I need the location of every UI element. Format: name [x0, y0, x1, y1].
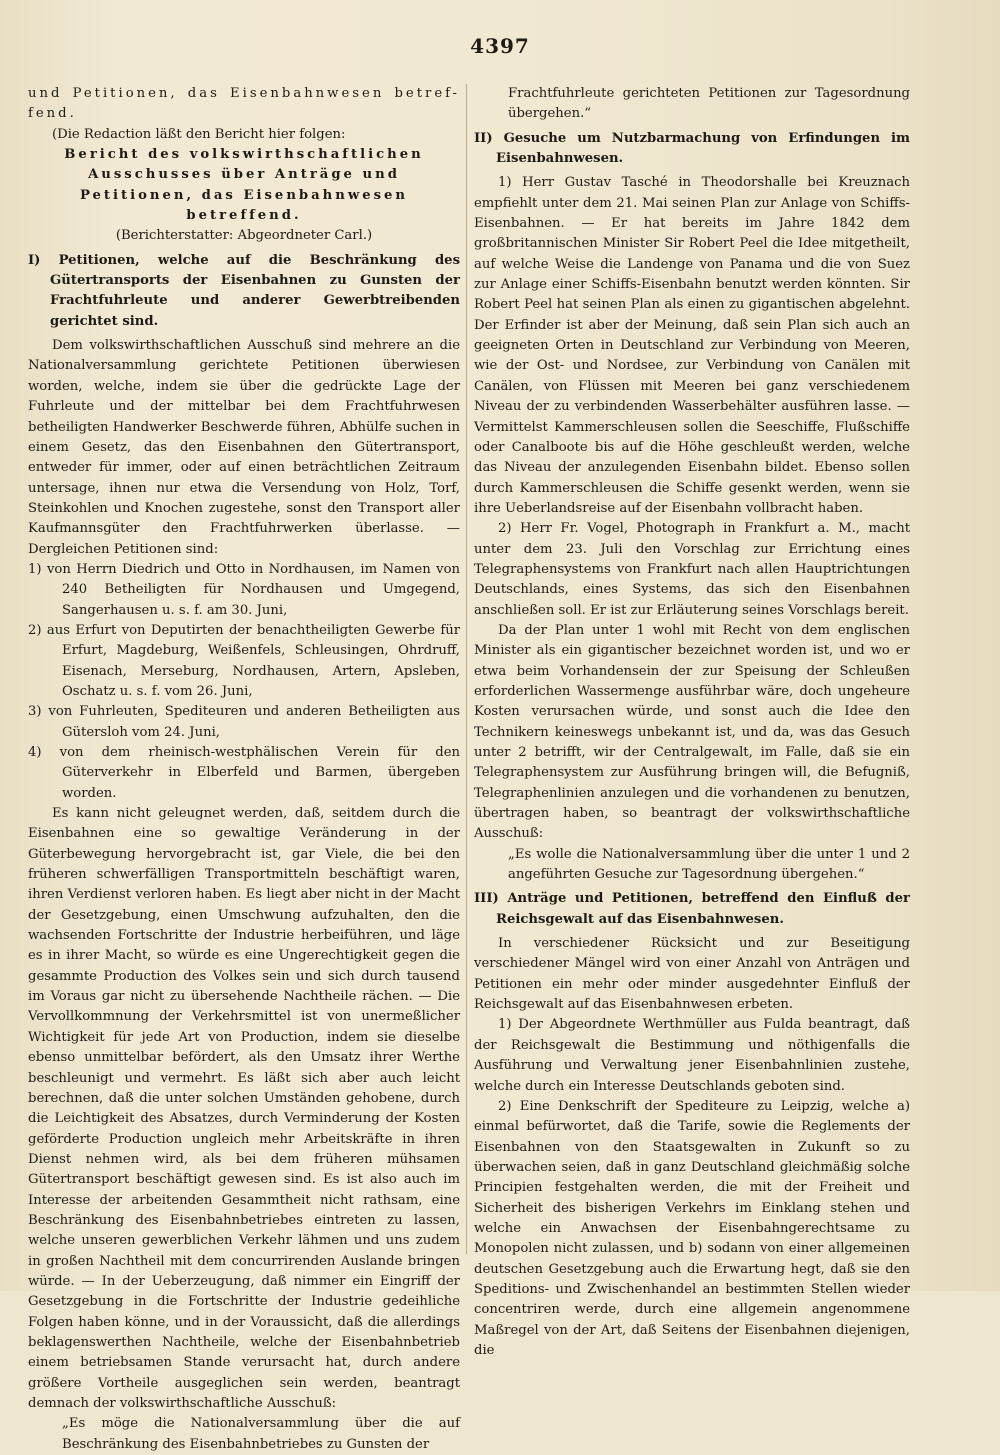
reporter-line: (Berichterstatter: Abgeordneter Carl.) [115, 228, 373, 244]
quote-2: „Es wolle die Nationalversammlung über die unter 1 und 2 angeführten Gesuche zur Tagesordnung übergehen.“ [508, 846, 910, 883]
list-item: 3) von Fuhrleuten, Spediteuren und anderen Betheiligten aus Gütersloh vom 24. Juni, [28, 704, 460, 740]
paragraph-7: 1) Der Abgeordnete Werthmüller aus Fulda beantragt, daß der Reichsgewalt die Bestimmung und nöthigenfalls die Ausführung und Verwaltung jener Eisenbahnlinien zustehe, welche durch ein Interesse Deutschlands geboten sind. [474, 1017, 910, 1094]
redaction-note: (Die Redaction läßt den Bericht hier folgen: [52, 126, 346, 142]
paragraph-4: 2) Herr Fr. Vogel, Photograph in Frankfurt a. M., macht unter dem 23. Juli den Vorschlag zur Errichtung eines Telegraphensystems von Frankfurt nach allen Hauptrichtungen Deutschlands, eines Systems, das sich den Eisenbahnen anschließen soll. Er ist zur Erläuterung seines Vorschlags bereit. [474, 521, 910, 618]
report-title: Bericht des volkswirthschaftlichen Ausschusses über Anträge und Petitionen, das Eisenbahnwesen betreffend. [64, 147, 424, 224]
list-item: 1) von Herrn Diedrich und Otto in Nordhausen, im Namen von 240 Betheiligten für Nordhausen und Umgegend, Sangerhausen u. s. f. am 30. Juni, [28, 561, 460, 618]
section-heading-3: III) Anträge und Petitionen, betreffend den Einfluß der Reichsgewalt auf das Eisenbahnwesen. [474, 891, 910, 927]
list-item: 4) von dem rheinisch-westphälischen Verein für den Güterverkehr in Elberfeld und Barmen, übergeben worden. [28, 745, 460, 801]
quote-1: „Es möge die Nationalversammlung über die auf Beschränkung des Eisenbahnbetriebes zu Gunsten der [62, 1416, 460, 1452]
paragraph-3: 1) Herr Gustav Tasché in Theodorshalle bei Kreuznach empfiehlt unter dem 21. Mai seinen Plan zur Anlage von Schiffs-Eisenbahnen. — Er hat bereits im Jahre 1842 dem großbritannischen Minister Sir Robert Peel die Idee mitgetheilt, auf welche Weise die Landenge von Panama und die von Suez zur Anlage einer Schiffs-Eisenbahn benutzt werden könnten. Sir Robert Peel hat seinen Plan als einen zu gigantischen abgelehnt. Der Erfinder ist aber der Meinung, daß sein Plan sich auch an geeigneten Orten in Deutschland zur Verbindung von Meeren, wie der Ost- und Nordsee, zur Verbindung von Canälen mit Canälen, von Flüssen mit Meeren bei ganz verschiedenem Niveau der zu verbindenden Wasserbehälter ausführen lasse. — Vermittelst Kammerschleusen sollen die Seeschiffe, Flußschiffe oder Canalboote bis auf die Höhe geschleußt werden, welche das Niveau der anzulegenden Eisenbahn bildet. Ebenso sollen durch Kammerschleusen die Schiffe gesenkt werden, wenn sie ihre Ueberlandsreise auf der Eisenbahn vollbracht haben. [474, 175, 910, 516]
paragraph-8: 2) Eine Denkschrift der Spediteure zu Leipzig, welche a) einmal befürwortet, daß die Tarife, sowie die Reglements der Eisenbahnen von den Staatsgewalten in Zukunft so zu überwachen seien, daß in ganz Deutschland gleichmäßig solche Principien festgehalten werden, die mit der Freiheit und Sicherheit des bisherigen Verkehrs im Einklang stehen und welche ein Anwachsen der Eisenbahngerechtsame zu Monopolen nicht zulassen, und b) sodann von einer allgemeinen deutschen Gesetzgebung auch die Erwartung hegt, daß sie den Speditions- und Zwischenhandel an bestimmten Stellen wieder concentriren werde, durch eine allgemein angenommene Maßregel von der Art, daß Seitens der Eisenbahnen diejenigen, die [474, 1098, 910, 1358]
continued-quote: Frachtfuhrleute gerichteten Petitionen zur Tagesordnung übergehen.“ [508, 86, 910, 122]
paragraph-5: Da der Plan unter 1 wohl mit Recht von dem englischen Minister als ein gigantischer bezeichnet worden ist, und wo er etwa beim Vorhandensein der zur Speisung der Schleußen erforderlichen Wassermenge ausführbar wäre, doch ungeheure Kosten verursachen würde, und sonst auch die Idee den Technikern keineswegs unbekannt ist, und da, was das Gesuch unter 2 betrifft, wir der Centralgewalt, im Falle, daß sie ein Telegraphensystem zur Ausführung bringen will, die Befugniß, Telegraphenlinien anzulegen und die vorhandenen zu benutzen, übertragen haben, so beantragt der volkswirthschaftliche Ausschuß: [474, 622, 910, 842]
column-divider [466, 84, 467, 1254]
section-heading-1: I) Petitionen, welche auf die Beschränkung des Gütertransports der Eisenbahnen zu Gunsten der Frachtfuhrleute und anderer Gewerbtreibenden gerichtet sind. [28, 252, 460, 329]
section-heading-2: II) Gesuche um Nutzbarmachung von Erfindungen im Eisenbahnwesen. [474, 130, 910, 167]
page-number: 4397 [470, 34, 530, 58]
paragraph-2: Es kann nicht geleugnet werden, daß, seitdem durch die Eisenbahnen eine so gewaltige Veränderung in der Güterbewegung hervorgebracht ist, gar Viele, die bei den früheren schwerfälligen Transportmitteln beschäftigt waren, ihren Verdienst verloren haben. Es liegt aber nicht in der Macht der Gesetzgebung, einen Umschwung aufzuhalten, den die wachsenden Fortschritte der Industrie herbeiführen, und läge es in ihrer Macht, so würde es eine Ungerechtigkeit gegen die gesammte Production des Volkes sein und sich durch tausend im Voraus gar nicht zu übersehende Nachtheile rächen. — Die Vervollkommnung der Verkehrsmittel ist von unermeßlicher Wichtigkeit für jede Art von Production, indem sie dieselbe ebenso unmittelbar befördert, als den Umsatz ihrer Werthe beschleunigt und vermehrt. Es läßt sich aber auch leicht berechnen, daß die unter solchen Umständen gehobene, durch die Leichtigkeit des Absatzes, durch Verminderung der Kosten geförderte Production ungleich mehr Arbeitskräfte in ihren Dienst nehmen wird, als bei dem früheren mühsamen Gütertransport beschäftigt gewesen sind. Es ist also auch im Interesse der arbeitenden Gesammtheit nicht rathsam, eine Beschränkung des Eisenbahnbetriebes eintreten zu lassen, welche unseren gewerblichen Verkehr lähmen und uns zudem in großen Nachtheil mit dem concurrirenden Auslande bringen würde. — In der Ueberzeugung, daß nimmer ein Eingriff der Gesetzgebung in die Fortschritte der Industrie gedeihliche Folgen haben könne, und in der Voraussicht, daß die allerdings beklagenswerthen Nachtheile, welche der Eisenbahnbetrieb einem betriebsamen Stande verursacht hat, durch andere größere Vortheile ausgeglichen sein werden, beantragt demnach der volkswirthschaftliche Ausschuß: [28, 806, 460, 1411]
paragraph-1: Dem volkswirthschaftlichen Ausschuß sind mehrere an die Nationalversammlung gerichtete Petitionen überwiesen worden, welche, indem sie über die gedrückte Lage der Fuhrleute und der mittelbar bei dem Frachtfuhrwesen betheiligten Handwerker Beschwerde führen, Abhülfe suchen in einem Gesetz, das den Eisenbahnen den Gütertransport, entweder für immer, oder auf einen beträchtlichen Zeitraum untersage, ihnen nur etwa die Versendung von Holz, Torf, Steinkohlen und Knochen zugestehe, sonst den Transport aller Kaufmannsgüter den Frachtfuhrwerken überlasse. — Dergleichen Petitionen sind: [28, 338, 460, 557]
list-item: 2) aus Erfurt von Deputirten der benachtheiligten Gewerbe für Erfurt, Magdeburg, Weißenfels, Schleusingen, Ohrdruff, Eisenach, Merseburg, Nordhausen, Artern, Apsleben, Oschatz u. s. f. vom 26. Juni, [28, 622, 460, 699]
left-column [28, 84, 460, 1455]
right-column [474, 84, 910, 1361]
intro-line: und Petitionen, das Eisenbahnwesen betref-fend. [28, 86, 460, 122]
paragraph-6: In verschiedener Rücksicht und zur Beseitigung verschiedener Mängel wird von einer Anzahl von Anträgen und Petitionen ein mehr oder minder ausgedehnter Einfluß der Reichsgewalt auf das Eisenbahnwesen erbeten. [474, 936, 910, 1013]
